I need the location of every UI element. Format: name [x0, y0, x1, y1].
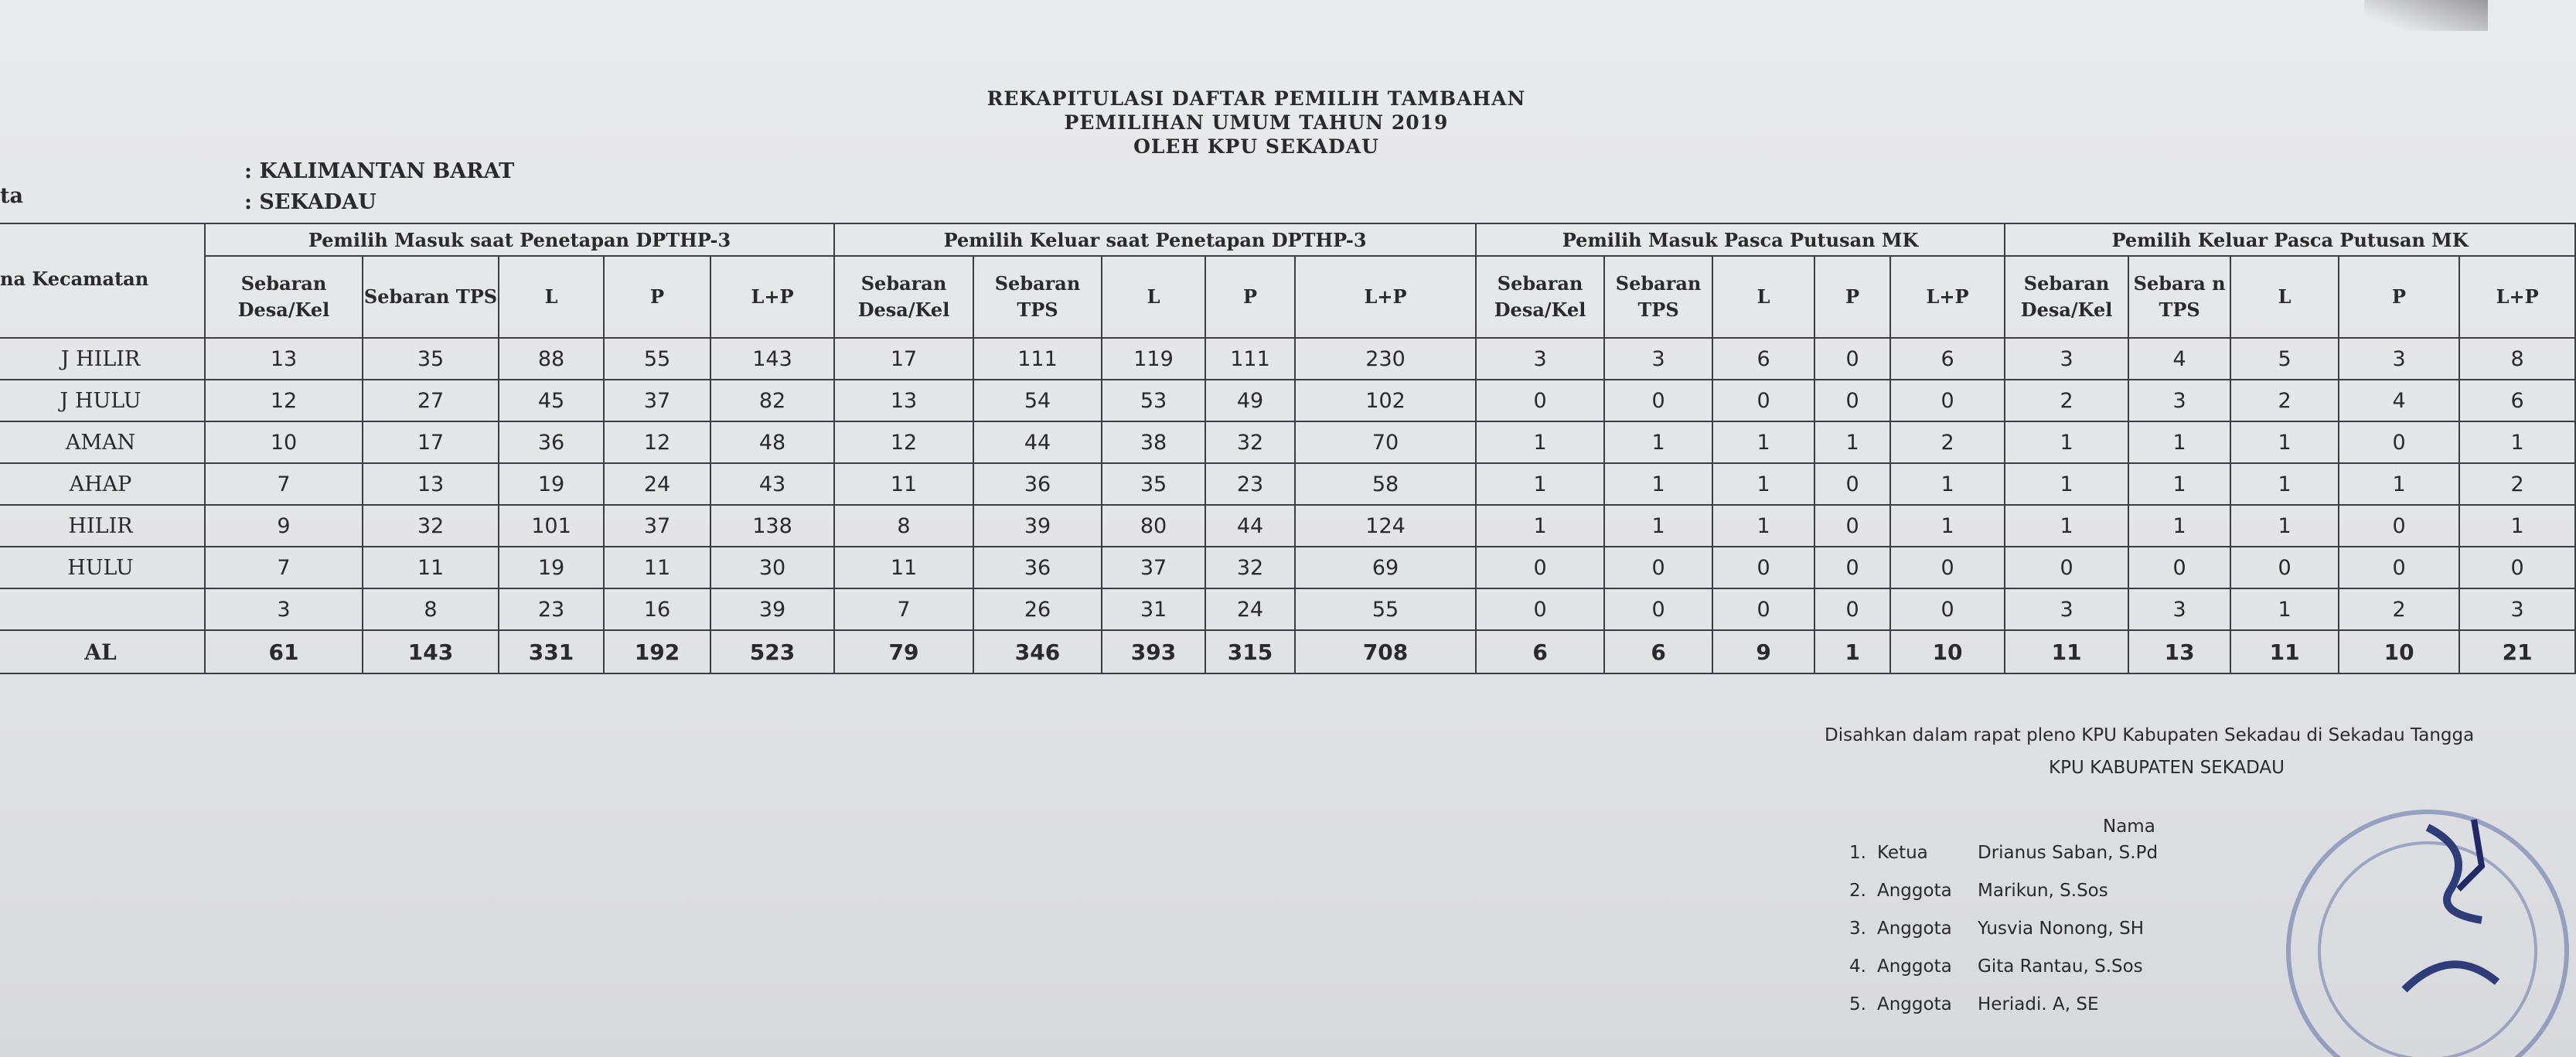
- table-row: [0, 463, 2575, 505]
- table-cell: 0: [1604, 547, 1712, 588]
- table-cell: 331: [499, 630, 604, 673]
- kabupaten-value: : SEKADAU: [244, 190, 377, 214]
- table-row: [0, 505, 2575, 547]
- table-cell: 26: [973, 588, 1102, 630]
- table-cell: 0: [1712, 588, 1814, 630]
- title-line-2: PEMILIHAN UMUM TAHUN 2019: [1064, 111, 1449, 134]
- table-cell: 1: [1712, 505, 1814, 547]
- table-cell: 1: [1604, 421, 1712, 463]
- table-cell: 0: [1814, 547, 1890, 588]
- member-role: Anggota: [1877, 956, 1952, 977]
- table-cell: 55: [604, 338, 710, 380]
- table-row: [0, 380, 2575, 421]
- table-cell: 37: [604, 380, 710, 421]
- table-cell: 37: [604, 505, 710, 547]
- table-cell: 82: [710, 380, 834, 421]
- member-role: Ketua: [1877, 843, 1928, 863]
- table-cell: 21: [2459, 630, 2575, 673]
- column-header: P: [604, 256, 710, 338]
- table-cell: 1: [2005, 421, 2128, 463]
- table-cell: 0: [1814, 588, 1890, 630]
- table-cell: 0: [1814, 380, 1890, 421]
- table-cell: 2: [2005, 380, 2128, 421]
- table-cell: 44: [1205, 505, 1295, 547]
- table-cell: 1: [2005, 463, 2128, 505]
- table-cell: 37: [1102, 547, 1205, 588]
- table-cell: 3: [2128, 588, 2230, 630]
- table-cell: 0: [2005, 547, 2128, 588]
- table-row: [0, 547, 2575, 588]
- table-cell: 44: [973, 421, 1102, 463]
- table-cell: 0: [2339, 505, 2459, 547]
- table-cell: 0: [1814, 505, 1890, 547]
- member-role: Anggota: [1877, 881, 1952, 901]
- kabupaten-label-fragment: ta: [0, 184, 23, 208]
- table-cell: 1: [2128, 421, 2230, 463]
- table-cell: 13: [2128, 630, 2230, 673]
- member-name: Gita Rantau, S.Sos: [1978, 956, 2143, 977]
- member-role: Anggota: [1877, 994, 1952, 1014]
- group-header: Pemilih Keluar saat Penetapan DPTHP-3: [834, 223, 1476, 256]
- table-cell: 3: [2128, 380, 2230, 421]
- member-item: [1849, 919, 2158, 956]
- table-cell: 39: [710, 588, 834, 630]
- column-header: L: [1712, 256, 1814, 338]
- table-cell: 17: [834, 338, 973, 380]
- table-cell: 523: [710, 630, 834, 673]
- member-item: [1849, 994, 2158, 1032]
- table-cell: 393: [1102, 630, 1205, 673]
- table-cell: 346: [973, 630, 1102, 673]
- table-cell: 55: [1295, 588, 1476, 630]
- table-cell: 6: [1476, 630, 1604, 673]
- group-header-row: [0, 223, 2575, 256]
- total-row: [0, 630, 2575, 673]
- table-cell: 12: [834, 421, 973, 463]
- table-cell: 6: [1604, 630, 1712, 673]
- table-cell: 31: [1102, 588, 1205, 630]
- kecamatan-name: AHAP: [0, 463, 205, 505]
- table-cell: 54: [973, 380, 1102, 421]
- column-header: P: [1814, 256, 1890, 338]
- table-cell: 6: [1890, 338, 2005, 380]
- table-cell: 1: [1712, 463, 1814, 505]
- table-cell: 7: [834, 588, 973, 630]
- table-cell: 7: [205, 547, 363, 588]
- kecamatan-name: J HILIR: [0, 338, 205, 380]
- table-cell: 1: [2459, 505, 2575, 547]
- table-cell: 1: [2005, 505, 2128, 547]
- table-cell: 0: [2339, 421, 2459, 463]
- column-header: Sebaran Desa/Kel: [205, 256, 363, 338]
- table-cell: 9: [1712, 630, 1814, 673]
- table-cell: 39: [973, 505, 1102, 547]
- table-cell: 0: [1476, 380, 1604, 421]
- table-cell: 2: [1890, 421, 2005, 463]
- table-cell: 3: [205, 588, 363, 630]
- table-cell: 124: [1295, 505, 1476, 547]
- column-header: L: [2230, 256, 2339, 338]
- sub-header-row: [0, 256, 2575, 338]
- table-cell: 7: [205, 463, 363, 505]
- member-item: [1849, 881, 2158, 919]
- member-name: Marikun, S.Sos: [1978, 881, 2108, 901]
- table-cell: 24: [1205, 588, 1295, 630]
- table-cell: 230: [1295, 338, 1476, 380]
- table-cell: 138: [710, 505, 834, 547]
- table-cell: 3: [2005, 338, 2128, 380]
- table-cell: 11: [2005, 630, 2128, 673]
- table-cell: 1: [1604, 505, 1712, 547]
- table-cell: 111: [973, 338, 1102, 380]
- table-cell: 45: [499, 380, 604, 421]
- table-cell: 5: [2230, 338, 2339, 380]
- kecamatan-name: J HULU: [0, 380, 205, 421]
- kecamatan-name: AMAN: [0, 421, 205, 463]
- table-cell: 13: [363, 463, 499, 505]
- table-cell: 23: [1205, 463, 1295, 505]
- table-cell: 88: [499, 338, 604, 380]
- table-cell: 1: [1814, 421, 1890, 463]
- table-cell: 49: [1205, 380, 1295, 421]
- table-cell: 13: [205, 338, 363, 380]
- kecamatan-name: AL: [0, 630, 205, 673]
- table-cell: 58: [1295, 463, 1476, 505]
- kecamatan-name: HULU: [0, 547, 205, 588]
- title-line-1: REKAPITULASI DAFTAR PEMILIH TAMBAHAN: [986, 87, 1526, 110]
- table-cell: 30: [710, 547, 834, 588]
- table-cell: 1: [1712, 421, 1814, 463]
- table-cell: 1: [2339, 463, 2459, 505]
- page-shadow: [2364, 0, 2488, 31]
- table-cell: 11: [834, 463, 973, 505]
- table-row: [0, 588, 2575, 630]
- member-no: 3.: [1849, 919, 1866, 939]
- table-cell: 10: [2339, 630, 2459, 673]
- ratification-text: Disahkan dalam rapat pleno KPU Kabupaten Sekadau di Sekadau Tangga: [1825, 725, 2475, 745]
- table-cell: 35: [1102, 463, 1205, 505]
- table-cell: 0: [1890, 547, 2005, 588]
- recap-table: [0, 223, 2576, 674]
- table-cell: 32: [1205, 547, 1295, 588]
- table-cell: 4: [2128, 338, 2230, 380]
- table-cell: 19: [499, 547, 604, 588]
- column-header: L+P: [710, 256, 834, 338]
- table-cell: 10: [205, 421, 363, 463]
- column-header: Sebaran Desa/Kel: [1476, 256, 1604, 338]
- table-cell: 1: [1604, 463, 1712, 505]
- table-cell: 143: [363, 630, 499, 673]
- table-cell: 2: [2230, 380, 2339, 421]
- kecamatan-name: HILIR: [0, 505, 205, 547]
- table-cell: 0: [1890, 588, 2005, 630]
- column-header: L+P: [2459, 256, 2575, 338]
- table-cell: 12: [604, 421, 710, 463]
- table-cell: 192: [604, 630, 710, 673]
- table-cell: 0: [1712, 547, 1814, 588]
- table-cell: 2: [2459, 463, 2575, 505]
- table-cell: 1: [1814, 630, 1890, 673]
- table-cell: 3: [2459, 588, 2575, 630]
- table-cell: 102: [1295, 380, 1476, 421]
- member-no: 1.: [1849, 843, 1866, 863]
- table-cell: 1: [1476, 505, 1604, 547]
- table-cell: 8: [2459, 338, 2575, 380]
- table-cell: 61: [205, 630, 363, 673]
- table-cell: 36: [973, 547, 1102, 588]
- member-name: Drianus Saban, S.Pd: [1978, 843, 2159, 863]
- table-cell: 143: [710, 338, 834, 380]
- table-cell: 32: [1205, 421, 1295, 463]
- table-cell: 35: [363, 338, 499, 380]
- table-cell: 17: [363, 421, 499, 463]
- column-header: L+P: [1890, 256, 2005, 338]
- table-cell: 16: [604, 588, 710, 630]
- table-cell: 0: [1712, 380, 1814, 421]
- table-cell: 38: [1102, 421, 1205, 463]
- table-cell: 11: [2230, 630, 2339, 673]
- table-cell: 27: [363, 380, 499, 421]
- table-cell: 70: [1295, 421, 1476, 463]
- table-cell: 9: [205, 505, 363, 547]
- column-header: Sebaran TPS: [973, 256, 1102, 338]
- table-cell: 1: [2128, 463, 2230, 505]
- table-cell: 69: [1295, 547, 1476, 588]
- table-cell: 1: [1890, 505, 2005, 547]
- table-cell: 101: [499, 505, 604, 547]
- kecamatan-name: [0, 588, 205, 630]
- member-no: 4.: [1849, 956, 1866, 977]
- table-cell: 0: [2230, 547, 2339, 588]
- table-cell: 111: [1205, 338, 1295, 380]
- table-cell: 1: [2230, 588, 2339, 630]
- table-cell: 0: [1476, 588, 1604, 630]
- group-header: Pemilih Masuk Pasca Putusan MK: [1476, 223, 2005, 256]
- table-cell: 315: [1205, 630, 1295, 673]
- table-cell: 3: [2005, 588, 2128, 630]
- column-header: Sebaran TPS: [1604, 256, 1712, 338]
- table-cell: 0: [1814, 463, 1890, 505]
- member-role: Anggota: [1877, 919, 1952, 939]
- official-stamp-icon: [2273, 796, 2520, 1044]
- table-cell: 0: [1814, 338, 1890, 380]
- member-name: Yusvia Nonong, SH: [1978, 919, 2144, 939]
- table-cell: 119: [1102, 338, 1205, 380]
- table-cell: 8: [834, 505, 973, 547]
- table-cell: 4: [2339, 380, 2459, 421]
- table-cell: 48: [710, 421, 834, 463]
- column-header: P: [1205, 256, 1295, 338]
- member-no: 2.: [1849, 881, 1866, 901]
- table-cell: 11: [834, 547, 973, 588]
- table-cell: 0: [2339, 547, 2459, 588]
- column-header: L: [499, 256, 604, 338]
- table-cell: 3: [1476, 338, 1604, 380]
- member-item: [1849, 843, 2158, 881]
- table-cell: 0: [1604, 380, 1712, 421]
- group-header: Pemilih Masuk saat Penetapan DPTHP-3: [205, 223, 834, 256]
- table-cell: 43: [710, 463, 834, 505]
- column-header: Sebara n TPS: [2128, 256, 2230, 338]
- member-name: Heriadi. A, SE: [1978, 994, 2099, 1014]
- table-cell: 1: [1890, 463, 2005, 505]
- table-cell: 1: [2230, 505, 2339, 547]
- column-header: P: [2339, 256, 2459, 338]
- table-cell: 11: [363, 547, 499, 588]
- column-header: L: [1102, 256, 1205, 338]
- column-header: L+P: [1295, 256, 1476, 338]
- table-cell: 1: [1476, 421, 1604, 463]
- table-cell: 23: [499, 588, 604, 630]
- member-item: [1849, 956, 2158, 994]
- table-cell: 32: [363, 505, 499, 547]
- kpu-name: KPU KABUPATEN SEKADAU: [2049, 758, 2285, 778]
- table-cell: 3: [1604, 338, 1712, 380]
- document-title: [928, 87, 1585, 159]
- table-cell: 13: [834, 380, 973, 421]
- table-cell: 0: [1890, 380, 2005, 421]
- column-header: Sebaran Desa/Kel: [834, 256, 973, 338]
- table-cell: 12: [205, 380, 363, 421]
- column-header: Sebaran TPS: [363, 256, 499, 338]
- column-header: Sebaran Desa/Kel: [2005, 256, 2128, 338]
- table-cell: 79: [834, 630, 973, 673]
- table-cell: 1: [2459, 421, 2575, 463]
- table-cell: 1: [2230, 421, 2339, 463]
- table-row: [0, 338, 2575, 380]
- table-cell: 36: [499, 421, 604, 463]
- table-cell: 0: [1476, 547, 1604, 588]
- table-cell: 24: [604, 463, 710, 505]
- table-cell: 8: [363, 588, 499, 630]
- table-cell: 0: [2128, 547, 2230, 588]
- table-cell: 6: [2459, 380, 2575, 421]
- table-cell: 1: [1476, 463, 1604, 505]
- member-no: 5.: [1849, 994, 1866, 1014]
- member-list: [1849, 843, 2158, 1032]
- table-cell: 3: [2339, 338, 2459, 380]
- table-cell: 0: [2459, 547, 2575, 588]
- provinsi-value: : KALIMANTAN BARAT: [244, 159, 515, 183]
- title-line-3: OLEH KPU SEKADAU: [1133, 135, 1379, 158]
- table-cell: 2: [2339, 588, 2459, 630]
- table-cell: 0: [1604, 588, 1712, 630]
- table-cell: 11: [604, 547, 710, 588]
- kecamatan-header: na Kecamatan: [0, 223, 205, 338]
- nama-label: Nama: [2103, 817, 2155, 837]
- table-cell: 19: [499, 463, 604, 505]
- table-cell: 53: [1102, 380, 1205, 421]
- table-cell: 1: [2128, 505, 2230, 547]
- table-row: [0, 421, 2575, 463]
- table-cell: 1: [2230, 463, 2339, 505]
- table-cell: 708: [1295, 630, 1476, 673]
- table-cell: 36: [973, 463, 1102, 505]
- table-cell: 6: [1712, 338, 1814, 380]
- table-cell: 10: [1890, 630, 2005, 673]
- table-cell: 80: [1102, 505, 1205, 547]
- group-header: Pemilih Keluar Pasca Putusan MK: [2005, 223, 2575, 256]
